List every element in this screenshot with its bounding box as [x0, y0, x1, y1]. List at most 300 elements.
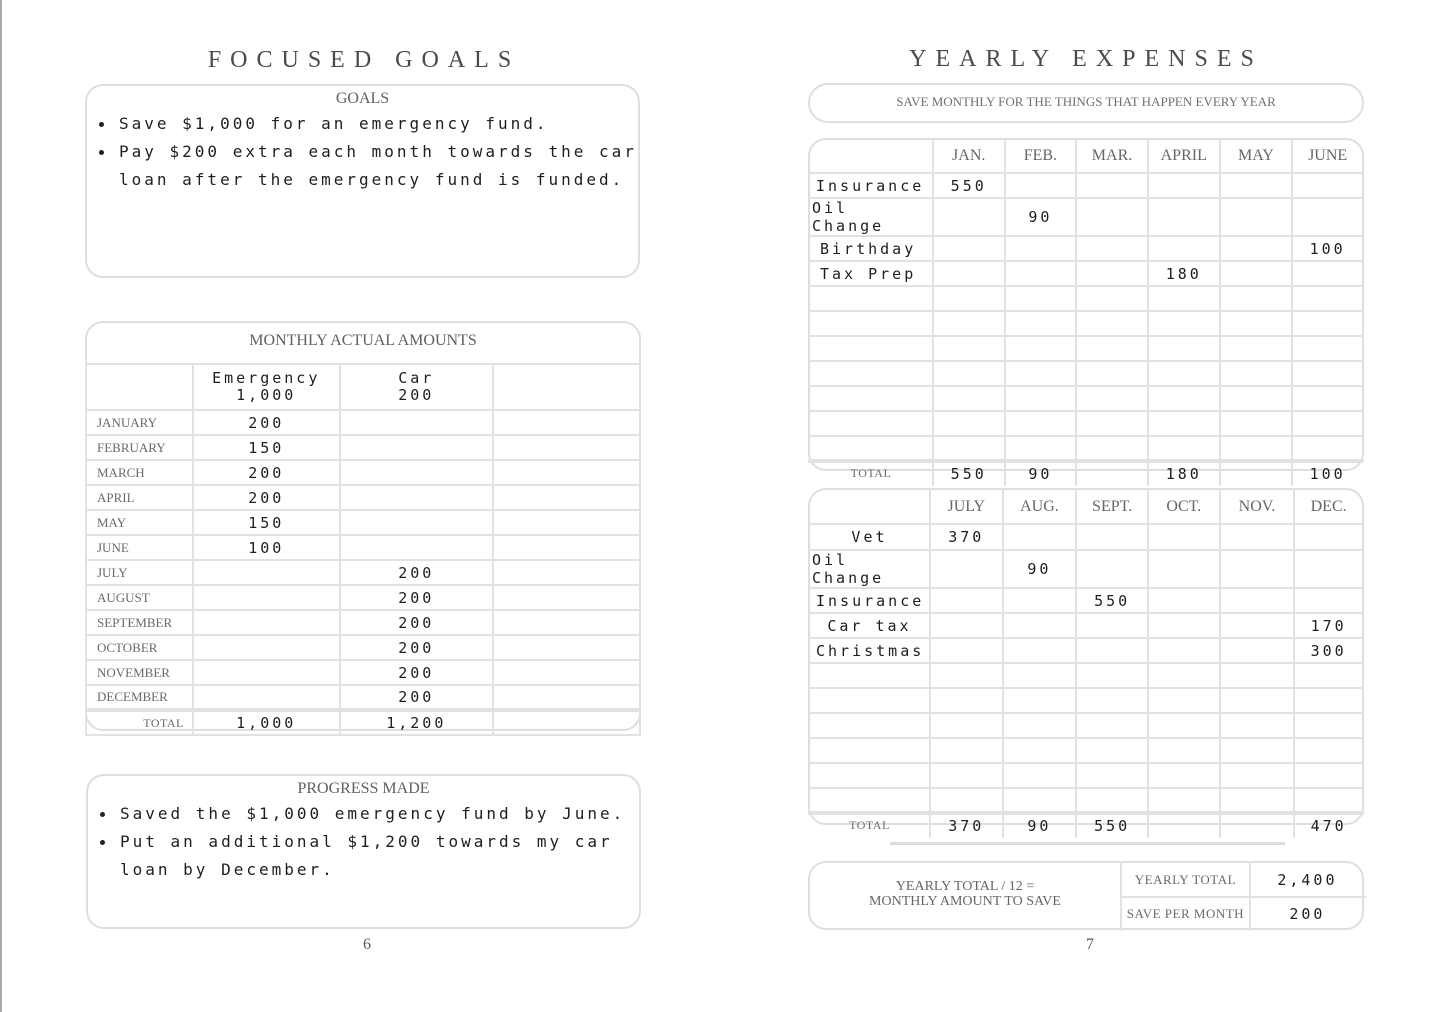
cell[interactable] — [1292, 286, 1363, 311]
table-row — [86, 510, 640, 535]
cell[interactable] — [1003, 763, 1077, 788]
total-label: TOTAL — [86, 710, 193, 735]
cell[interactable] — [1076, 198, 1148, 236]
cell[interactable] — [340, 460, 493, 485]
cell[interactable] — [1294, 763, 1363, 788]
cell[interactable] — [1005, 386, 1077, 411]
expense-item[interactable] — [809, 386, 933, 411]
cell[interactable] — [1076, 361, 1148, 386]
total-cell[interactable]: 1,000 — [193, 710, 340, 735]
cell[interactable] — [1148, 613, 1220, 638]
expense-item[interactable] — [809, 663, 930, 688]
column-empty[interactable] — [493, 364, 640, 410]
cell[interactable]: 90 — [1003, 550, 1077, 588]
expense-item[interactable] — [809, 411, 933, 436]
expenses-first-half — [808, 138, 1364, 483]
cell[interactable] — [193, 585, 340, 610]
cell[interactable] — [1076, 688, 1148, 713]
month-header: NOV. — [1220, 489, 1295, 524]
expenses-second-half — [808, 488, 1364, 835]
cell[interactable] — [1076, 788, 1148, 813]
total-label: TOTAL — [809, 461, 933, 485]
expense-item[interactable] — [809, 336, 933, 361]
cell[interactable]: 550 — [1076, 588, 1148, 613]
cell[interactable] — [1220, 763, 1295, 788]
progress-item[interactable]: Put an additional $1,200 towards my car loan by December. — [118, 828, 639, 884]
header-blank — [809, 139, 933, 173]
cell[interactable] — [1220, 286, 1293, 311]
goals-box — [85, 84, 640, 278]
expenses-table-jul-dec — [808, 488, 1364, 838]
cell[interactable] — [1005, 173, 1077, 198]
cell[interactable] — [493, 510, 640, 535]
month-header-row — [809, 139, 1363, 173]
month-label: NOVEMBER — [86, 660, 193, 685]
cell[interactable] — [1220, 361, 1293, 386]
cell[interactable] — [930, 713, 1003, 738]
cell[interactable] — [1220, 236, 1293, 261]
cell[interactable] — [1292, 361, 1363, 386]
cell[interactable] — [1220, 663, 1295, 688]
expense-item[interactable]: Birthday — [809, 236, 933, 261]
month-label: JUNE — [86, 535, 193, 560]
cell[interactable] — [1294, 524, 1363, 550]
cell[interactable] — [1292, 336, 1363, 361]
cell[interactable] — [1076, 613, 1148, 638]
monthly-header-row — [86, 364, 640, 410]
cell[interactable] — [1294, 688, 1363, 713]
yearly-total-value[interactable]: 2,400 — [1250, 862, 1365, 897]
table-row — [809, 588, 1363, 613]
monthly-actual-heading: MONTHLY ACTUAL AMOUNTS — [249, 332, 477, 349]
month-header: APRIL — [1148, 139, 1220, 173]
month-label: JANUARY — [86, 410, 193, 435]
table-row — [809, 311, 1363, 336]
total-cell[interactable]: 470 — [1294, 813, 1363, 837]
monthly-actual-table — [85, 363, 641, 736]
cell[interactable] — [1294, 663, 1363, 688]
cell[interactable] — [1148, 386, 1220, 411]
cell[interactable] — [1076, 386, 1148, 411]
cell[interactable] — [1076, 738, 1148, 763]
cell[interactable] — [930, 638, 1003, 663]
cell[interactable] — [193, 635, 340, 660]
cell[interactable] — [1003, 524, 1077, 550]
table-row — [809, 411, 1363, 436]
column-target: 1,000 — [236, 386, 297, 404]
progress-box — [86, 774, 641, 929]
month-label: OCTOBER — [86, 635, 193, 660]
cell[interactable] — [1005, 361, 1077, 386]
cell[interactable] — [1220, 588, 1295, 613]
cell[interactable] — [930, 738, 1003, 763]
cell[interactable] — [193, 610, 340, 635]
table-row — [809, 738, 1363, 763]
cell[interactable] — [340, 410, 493, 435]
cell[interactable] — [1148, 663, 1220, 688]
cell[interactable] — [1148, 763, 1220, 788]
table-row — [809, 386, 1363, 411]
cell[interactable] — [930, 663, 1003, 688]
cell[interactable] — [1005, 311, 1077, 336]
cell[interactable] — [1220, 524, 1295, 550]
cell[interactable]: 90 — [1005, 198, 1077, 236]
cell[interactable] — [1076, 286, 1148, 311]
cell[interactable] — [493, 435, 640, 460]
subtitle-banner: SAVE MONTHLY FOR THE THINGS THAT HAPPEN EVERY YEAR — [808, 83, 1364, 123]
table-row — [809, 198, 1363, 236]
total-cell[interactable]: 180 — [1148, 461, 1220, 485]
cell[interactable] — [1003, 638, 1077, 663]
cell[interactable]: 200 — [193, 410, 340, 435]
cell[interactable] — [1148, 524, 1220, 550]
cell[interactable] — [340, 435, 493, 460]
cell[interactable] — [1148, 588, 1220, 613]
cell[interactable]: 100 — [193, 535, 340, 560]
table-row — [809, 286, 1363, 311]
goal-item[interactable]: Pay $200 extra each month towards the car loan after the emergency fund is funded. — [117, 138, 638, 194]
cell[interactable] — [1148, 411, 1220, 436]
total-cell[interactable]: 550 — [933, 461, 1005, 485]
left-page-title: FOCUSED GOALS — [207, 47, 521, 73]
table-row — [86, 460, 640, 485]
table-row — [809, 524, 1363, 550]
expense-item[interactable]: Oil Change — [809, 198, 933, 236]
expense-item[interactable]: Car tax — [809, 613, 930, 638]
expense-item[interactable]: Tax Prep — [809, 261, 933, 286]
cell[interactable] — [930, 763, 1003, 788]
cell[interactable] — [1003, 613, 1077, 638]
cell[interactable] — [1148, 173, 1220, 198]
month-label: FEBRUARY — [86, 435, 193, 460]
cell[interactable] — [1292, 411, 1363, 436]
cell[interactable] — [1220, 261, 1293, 286]
expense-item[interactable] — [809, 738, 930, 763]
cell[interactable] — [1076, 663, 1148, 688]
table-row — [86, 660, 640, 685]
cell[interactable] — [1220, 738, 1295, 763]
summary-box — [808, 861, 1364, 930]
cell[interactable]: 300 — [1294, 638, 1363, 663]
cell[interactable] — [1076, 236, 1148, 261]
cell[interactable] — [193, 685, 340, 710]
table-row — [809, 361, 1363, 386]
cell[interactable] — [1220, 638, 1295, 663]
cell[interactable] — [1220, 198, 1293, 236]
cell[interactable] — [930, 788, 1003, 813]
cell[interactable] — [1003, 713, 1077, 738]
cell[interactable] — [933, 311, 1005, 336]
cell[interactable] — [1076, 713, 1148, 738]
cell[interactable] — [1292, 173, 1363, 198]
cell[interactable] — [1076, 763, 1148, 788]
table-row — [809, 173, 1363, 198]
total-row — [809, 813, 1363, 837]
month-header: JULY — [930, 489, 1003, 524]
cell[interactable] — [1220, 311, 1293, 336]
expense-item[interactable]: Vet — [809, 524, 930, 550]
total-cell[interactable]: 1,200 — [340, 710, 493, 735]
cell[interactable]: 370 — [930, 524, 1003, 550]
cell[interactable] — [1003, 588, 1077, 613]
table-row — [809, 638, 1363, 663]
total-cell[interactable] — [1220, 461, 1293, 485]
total-cell[interactable]: 90 — [1005, 461, 1077, 485]
cell[interactable] — [1220, 336, 1293, 361]
formula-line-2: MONTHLY AMOUNT TO SAVE — [869, 894, 1061, 909]
cell[interactable] — [1148, 236, 1220, 261]
total-cell[interactable] — [1076, 461, 1148, 485]
expense-item[interactable]: Oil Change — [809, 550, 930, 588]
table-row — [86, 535, 640, 560]
total-cell[interactable]: 550 — [1076, 813, 1148, 837]
cell[interactable] — [1148, 361, 1220, 386]
cell[interactable] — [1148, 198, 1220, 236]
cell[interactable]: 200 — [340, 610, 493, 635]
month-header-row — [809, 489, 1363, 524]
month-header: FEB. — [1005, 139, 1077, 173]
progress-list — [88, 800, 639, 884]
cell[interactable] — [1148, 788, 1220, 813]
month-header: MAY — [1220, 139, 1293, 173]
total-label: TOTAL — [809, 813, 930, 837]
cell[interactable]: 200 — [340, 660, 493, 685]
cell[interactable] — [1220, 386, 1293, 411]
cell[interactable] — [1148, 713, 1220, 738]
cell[interactable] — [1148, 638, 1220, 663]
month-header: SEPT. — [1076, 489, 1148, 524]
cell[interactable]: 200 — [193, 485, 340, 510]
header-blank — [809, 489, 930, 524]
column-emergency[interactable] — [193, 364, 340, 410]
cell[interactable] — [193, 660, 340, 685]
table-row — [809, 550, 1363, 588]
cell[interactable]: 200 — [193, 460, 340, 485]
expense-item[interactable]: Insurance — [809, 173, 933, 198]
cell[interactable]: 200 — [340, 560, 493, 585]
cell[interactable] — [930, 588, 1003, 613]
cell[interactable]: 170 — [1294, 613, 1363, 638]
cell[interactable] — [1003, 663, 1077, 688]
total-cell[interactable]: 370 — [930, 813, 1003, 837]
cell[interactable] — [1148, 688, 1220, 713]
cell[interactable] — [1076, 411, 1148, 436]
table-row — [86, 685, 640, 710]
cell[interactable] — [1076, 638, 1148, 663]
table-row — [86, 635, 640, 660]
cell[interactable] — [1148, 436, 1220, 461]
cell[interactable] — [1220, 713, 1295, 738]
expense-item[interactable] — [809, 788, 930, 813]
cell[interactable]: 200 — [340, 585, 493, 610]
save-per-month-row — [1121, 897, 1365, 930]
month-label: DECEMBER — [86, 685, 193, 710]
total-cell[interactable] — [1220, 813, 1295, 837]
yearly-total-row — [1121, 862, 1365, 897]
month-label: AUGUST — [86, 585, 193, 610]
table-row — [809, 688, 1363, 713]
month-label: JULY — [86, 560, 193, 585]
table-row — [809, 763, 1363, 788]
total-cell[interactable]: 100 — [1292, 461, 1363, 485]
cell[interactable] — [1148, 336, 1220, 361]
cell[interactable] — [1294, 713, 1363, 738]
cell[interactable] — [1292, 261, 1363, 286]
goals-heading: GOALS — [335, 90, 390, 107]
cell[interactable] — [1220, 788, 1295, 813]
cell[interactable] — [1220, 613, 1295, 638]
cell[interactable] — [1003, 788, 1077, 813]
cell[interactable]: 550 — [933, 173, 1005, 198]
cell[interactable] — [493, 610, 640, 635]
cell[interactable] — [933, 236, 1005, 261]
cell[interactable] — [1005, 336, 1077, 361]
cell[interactable] — [933, 336, 1005, 361]
expense-item[interactable] — [809, 688, 930, 713]
cell[interactable] — [340, 510, 493, 535]
cell[interactable] — [1220, 550, 1295, 588]
cell[interactable] — [493, 660, 640, 685]
cell[interactable] — [340, 535, 493, 560]
table-row — [809, 788, 1363, 813]
cell[interactable] — [1148, 286, 1220, 311]
expense-item[interactable] — [809, 436, 933, 461]
cell[interactable] — [933, 411, 1005, 436]
month-header: AUG. — [1003, 489, 1077, 524]
cell[interactable] — [1294, 588, 1363, 613]
cell[interactable] — [493, 460, 640, 485]
progress-item[interactable]: Saved the $1,000 emergency fund by June. — [118, 800, 639, 828]
month-label: MAY — [86, 510, 193, 535]
cell[interactable] — [930, 550, 1003, 588]
total-row — [809, 461, 1363, 485]
cell[interactable]: 180 — [1148, 261, 1220, 286]
table-row — [86, 585, 640, 610]
cell[interactable] — [1076, 261, 1148, 286]
cell[interactable] — [933, 436, 1005, 461]
cell[interactable] — [493, 685, 640, 710]
cell[interactable] — [493, 410, 640, 435]
column-name: Car — [398, 369, 435, 387]
table-row — [86, 410, 640, 435]
cell[interactable] — [493, 585, 640, 610]
cell[interactable] — [1294, 550, 1363, 588]
month-header: JUNE — [1292, 139, 1363, 173]
expense-item[interactable] — [809, 311, 933, 336]
cell[interactable] — [1005, 236, 1077, 261]
cell[interactable]: 100 — [1292, 236, 1363, 261]
cell[interactable] — [493, 635, 640, 660]
table-row — [809, 713, 1363, 738]
expense-item[interactable]: Christmas — [809, 638, 930, 663]
page-edge — [0, 0, 2, 1012]
table-row — [809, 436, 1363, 461]
cell[interactable] — [1076, 173, 1148, 198]
page-number-right: 7 — [1086, 936, 1094, 953]
month-label: APRIL — [86, 485, 193, 510]
cell[interactable] — [340, 485, 493, 510]
goals-list — [87, 110, 638, 194]
cell[interactable] — [1294, 738, 1363, 763]
cell[interactable] — [1005, 261, 1077, 286]
cell[interactable] — [933, 198, 1005, 236]
cell[interactable] — [1220, 411, 1293, 436]
total-cell[interactable] — [1148, 813, 1220, 837]
cell[interactable] — [1220, 688, 1295, 713]
goal-item[interactable]: Save $1,000 for an emergency fund. — [117, 110, 638, 138]
cell[interactable] — [933, 386, 1005, 411]
cell[interactable] — [1294, 788, 1363, 813]
summary-formula — [810, 879, 1120, 909]
summary-table — [1120, 861, 1366, 931]
cell[interactable] — [1076, 524, 1148, 550]
save-per-month-value[interactable]: 200 — [1250, 897, 1365, 930]
expense-item[interactable]: Insurance — [809, 588, 930, 613]
cell[interactable] — [933, 286, 1005, 311]
expense-item[interactable] — [809, 763, 930, 788]
expense-item[interactable] — [809, 713, 930, 738]
month-label: SEPTEMBER — [86, 610, 193, 635]
cell[interactable] — [930, 613, 1003, 638]
table-row — [809, 336, 1363, 361]
cell[interactable] — [933, 361, 1005, 386]
monthly-actual-box — [85, 321, 641, 731]
month-header: MAR. — [1076, 139, 1148, 173]
cell[interactable]: 200 — [340, 635, 493, 660]
cell[interactable] — [1076, 550, 1148, 588]
cell[interactable] — [1292, 198, 1363, 236]
cell[interactable] — [1003, 738, 1077, 763]
save-per-month-label: SAVE PER MONTH — [1121, 897, 1250, 930]
cell[interactable]: 150 — [193, 510, 340, 535]
month-header: OCT. — [1148, 489, 1220, 524]
cell[interactable] — [1076, 336, 1148, 361]
cell[interactable] — [1003, 688, 1077, 713]
cell[interactable] — [493, 535, 640, 560]
column-car[interactable] — [340, 364, 493, 410]
cell[interactable] — [930, 688, 1003, 713]
cell[interactable] — [1076, 311, 1148, 336]
cell[interactable] — [1292, 311, 1363, 336]
cell[interactable] — [1005, 286, 1077, 311]
total-cell[interactable] — [493, 710, 640, 735]
cell[interactable] — [1148, 550, 1220, 588]
cell[interactable] — [1005, 411, 1077, 436]
cell[interactable] — [1220, 436, 1293, 461]
cell[interactable]: 150 — [193, 435, 340, 460]
total-cell[interactable]: 90 — [1003, 813, 1077, 837]
cell[interactable] — [1076, 436, 1148, 461]
cell[interactable] — [493, 560, 640, 585]
cell[interactable] — [193, 560, 340, 585]
expense-item[interactable] — [809, 361, 933, 386]
table-row — [809, 236, 1363, 261]
progress-heading: PROGRESS MADE — [297, 780, 430, 797]
cell[interactable] — [1148, 738, 1220, 763]
cell[interactable] — [1005, 436, 1077, 461]
cell[interactable] — [1292, 436, 1363, 461]
cell[interactable] — [1148, 311, 1220, 336]
cell[interactable]: 200 — [340, 685, 493, 710]
cell[interactable] — [493, 485, 640, 510]
cell[interactable] — [1292, 386, 1363, 411]
section-divider — [890, 842, 1285, 845]
cell[interactable] — [1220, 173, 1293, 198]
right-page-title: YEARLY EXPENSES — [909, 46, 1263, 72]
cell[interactable] — [933, 261, 1005, 286]
expense-item[interactable] — [809, 286, 933, 311]
header-blank — [86, 364, 193, 410]
